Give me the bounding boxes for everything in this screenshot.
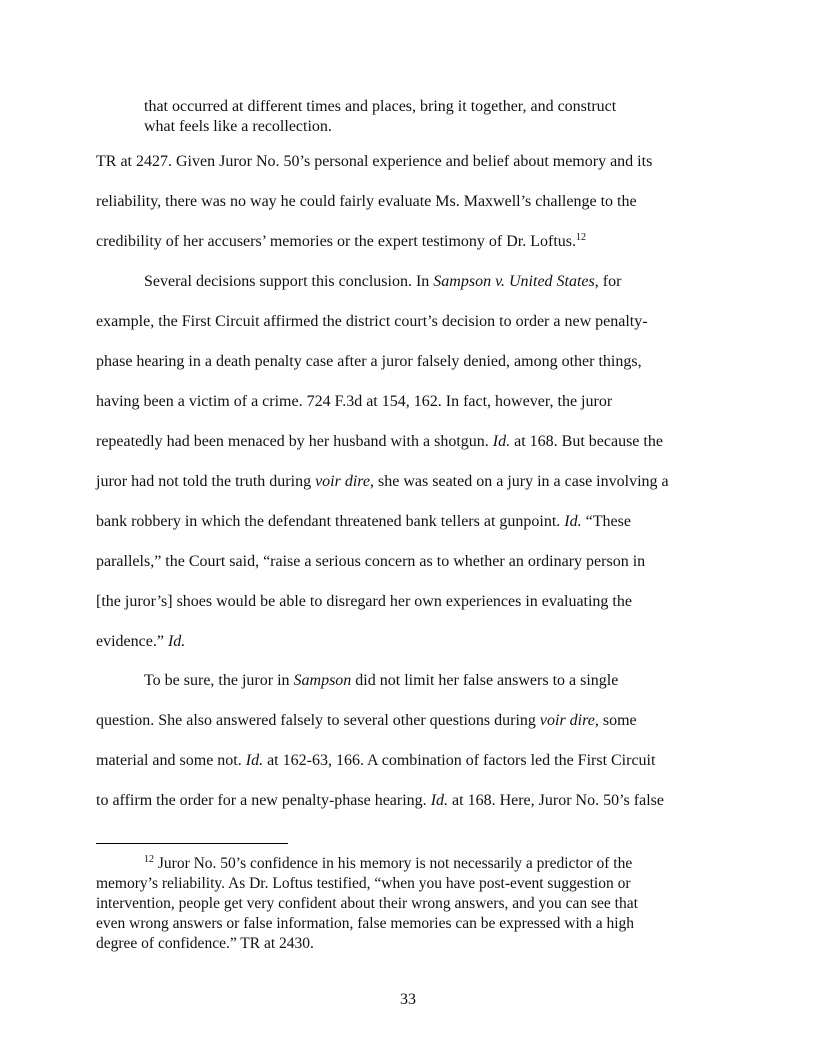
text-run: juror had not told the truth during — [96, 473, 316, 490]
footnote-marker: 12 — [144, 854, 154, 865]
footnote-separator — [96, 843, 288, 844]
body-line — [96, 312, 736, 332]
italic-citation: Sampson — [293, 672, 352, 689]
footnote-line: intervention, people get very confident about their wrong answers, and you can see that — [96, 895, 638, 912]
text-run: [the juror’s] shoes would be able to disregard her own experiences in evaluating the — [96, 593, 632, 610]
body-line — [96, 592, 736, 612]
text-run: question. She also answered falsely to several other questions during — [96, 712, 540, 729]
italic-citation: Id. — [167, 633, 186, 650]
text-run: at 168. Here, Juror No. 50’s false — [448, 792, 664, 809]
text-run: , she was seated on a jury in a case involving a — [370, 473, 669, 490]
footnote-line: degree of confidence.” TR at 2430. — [96, 935, 314, 952]
body-line — [96, 552, 736, 572]
footnote-line — [144, 854, 784, 873]
text-run: credibility of her accusers’ memories or the expert testimony of Dr. Loftus. — [96, 233, 576, 250]
body-line — [96, 472, 736, 492]
body-line — [144, 671, 784, 691]
body-line — [96, 632, 736, 652]
page-number: 33 — [400, 991, 416, 1008]
text-run: material and some not. — [96, 752, 246, 769]
text-run: having been a victim of a crime. 724 F.3d at 154, 162. In fact, however, the juror — [96, 393, 613, 410]
body-line — [96, 232, 736, 252]
text-run: example, the First Circuit affirmed the district court’s decision to order a new penalty- — [96, 313, 648, 330]
italic-citation: Id. — [245, 752, 264, 769]
text-run: to affirm the order for a new penalty-phase hearing. — [96, 792, 431, 809]
text-run: bank robbery in which the defendant threatened bank tellers at gunpoint. — [96, 513, 565, 530]
footnote-text: Juror No. 50’s confidence in his memory is not necessarily a predictor of the — [154, 855, 633, 872]
text-run: repeatedly had been menaced by her husband with a shotgun. — [96, 433, 493, 450]
text-run: “These — [581, 513, 631, 530]
body-line — [96, 791, 736, 811]
text-run: at 162-63, 166. A combination of factors led the First Circuit — [263, 752, 656, 769]
footnote-reference: 12 — [576, 232, 586, 243]
text-run: did not limit her false answers to a single — [351, 672, 619, 689]
text-run: parallels,” the Court said, “raise a serious concern as to whether an ordinary person in — [96, 553, 646, 570]
text-run: TR at 2427. Given Juror No. 50’s personal experience and belief about memory and its — [96, 153, 653, 170]
body-line — [96, 432, 736, 452]
italic-citation: voir dire — [315, 473, 371, 490]
footnote-line: even wrong answers or false information, false memories can be expressed with a high — [96, 915, 635, 932]
body-line — [96, 512, 736, 532]
body-line — [144, 272, 784, 292]
text-run: at 168. But because the — [510, 433, 663, 450]
italic-citation: Id. — [564, 513, 582, 530]
italic-citation: Id. — [430, 792, 449, 809]
body-line — [96, 192, 736, 212]
footnote-line: memory’s reliability. As Dr. Loftus testified, “when you have post-event suggestion or — [96, 875, 631, 892]
text-run: To be sure, the juror in — [144, 672, 294, 689]
text-run: Several decisions support this conclusion. In — [144, 273, 434, 290]
body-line — [96, 352, 736, 372]
block-quote-line: what feels like a recollection. — [144, 118, 332, 135]
italic-citation: Id. — [492, 433, 511, 450]
text-run: , for — [594, 273, 622, 290]
italic-citation: voir dire — [539, 712, 595, 729]
body-line — [96, 751, 736, 771]
text-run: , some — [594, 712, 637, 729]
text-run: evidence.” — [96, 633, 168, 650]
block-quote-line: that occurred at different times and places, bring it together, and construct — [144, 98, 617, 115]
text-run: phase hearing in a death penalty case after a juror falsely denied, among other things, — [96, 353, 642, 370]
text-run: reliability, there was no way he could fairly evaluate Ms. Maxwell’s challenge to the — [96, 193, 637, 210]
italic-citation: Sampson v. United States — [433, 273, 595, 290]
body-line — [96, 392, 736, 412]
body-line — [96, 711, 736, 731]
body-line — [96, 152, 736, 172]
